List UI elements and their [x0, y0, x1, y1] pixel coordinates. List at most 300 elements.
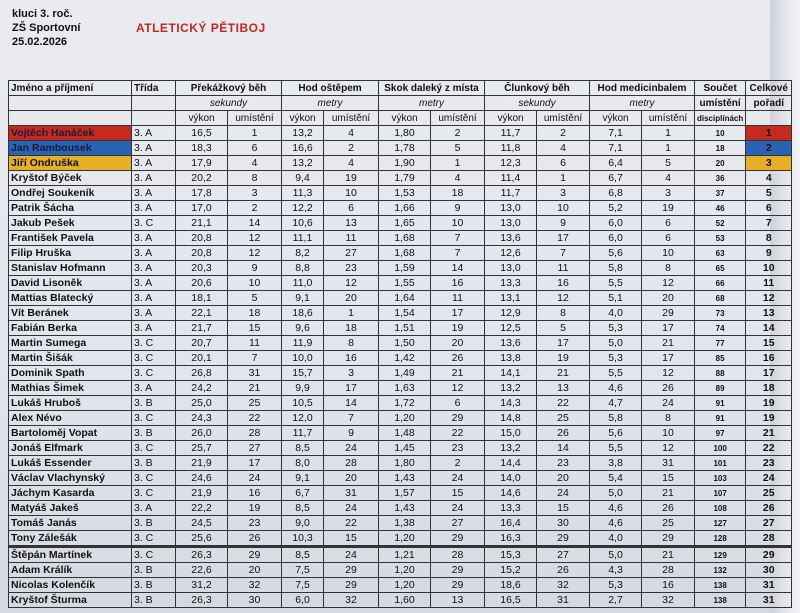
- col-javelin: Hod oštěpem: [282, 81, 379, 96]
- table-row: [9, 306, 792, 321]
- cell-l: 1,20: [379, 578, 431, 593]
- table-row: [9, 471, 792, 486]
- cell-h: 20,7: [176, 336, 228, 351]
- cell-l: 1,20: [379, 563, 431, 578]
- cell-sum: 138: [695, 593, 746, 608]
- cell-sum: 46: [695, 201, 746, 216]
- cell-name: Jáchym Kasarda: [9, 486, 132, 501]
- cell-rank: 25: [746, 486, 792, 501]
- cell-rank: 15: [746, 336, 792, 351]
- cell-rank: 22: [746, 441, 792, 456]
- cell-lp: 12: [431, 381, 485, 396]
- col-medball: Hod medicinbalem: [590, 81, 695, 96]
- cell-hp: 7: [228, 351, 282, 366]
- cell-rank: 12: [746, 291, 792, 306]
- cell-jp: 6: [324, 201, 379, 216]
- cell-h: 26,3: [176, 547, 228, 563]
- cell-l: 1,20: [379, 531, 431, 547]
- cell-m: 4,3: [590, 563, 642, 578]
- cell-cls: 3. A: [132, 126, 176, 141]
- cell-jp: 15: [324, 531, 379, 547]
- cell-jp: 32: [324, 593, 379, 608]
- cell-l: 1,68: [379, 246, 431, 261]
- cell-sum: 100: [695, 441, 746, 456]
- cell-rank: 28: [746, 531, 792, 547]
- cell-mp: 17: [642, 351, 695, 366]
- cell-hp: 3: [228, 186, 282, 201]
- cell-sp: 11: [537, 261, 590, 276]
- cell-cls: 3. C: [132, 336, 176, 351]
- cell-s: 15,3: [485, 547, 537, 563]
- cell-sum: 128: [695, 531, 746, 547]
- cell-sum: 103: [695, 471, 746, 486]
- cell-j: 8,5: [282, 501, 324, 516]
- cell-j: 9,1: [282, 291, 324, 306]
- cell-lp: 10: [431, 216, 485, 231]
- cell-name: Vít Beránek: [9, 306, 132, 321]
- cell-rank: 4: [746, 171, 792, 186]
- perf-label: výkon: [282, 111, 324, 126]
- cell-s: 14,4: [485, 456, 537, 471]
- cell-m: 5,8: [590, 411, 642, 426]
- cell-hp: 20: [228, 563, 282, 578]
- cell-lp: 24: [431, 471, 485, 486]
- cell-name: František Pavela: [9, 231, 132, 246]
- cell-sum: 107: [695, 486, 746, 501]
- cell-lp: 29: [431, 531, 485, 547]
- page-title: ATLETICKÝ PĚTIBOJ: [136, 21, 266, 35]
- cell-s: 13,3: [485, 276, 537, 291]
- cell-cls: 3. A: [132, 141, 176, 156]
- table-row: [9, 593, 792, 608]
- cell-sum: 89: [695, 381, 746, 396]
- cell-jp: 10: [324, 186, 379, 201]
- cell-sp: 22: [537, 396, 590, 411]
- header-info: [12, 7, 80, 49]
- cell-m: 5,0: [590, 336, 642, 351]
- cell-j: 9,9: [282, 381, 324, 396]
- cell-h: 24,6: [176, 471, 228, 486]
- cell-name: Martin Šišák: [9, 351, 132, 366]
- cell-lp: 17: [431, 306, 485, 321]
- cell-cls: 3. A: [132, 186, 176, 201]
- cell-l: 1,90: [379, 156, 431, 171]
- cell-j: 8,2: [282, 246, 324, 261]
- cell-lp: 27: [431, 516, 485, 531]
- category-label: kluci 3. roč.: [12, 8, 73, 20]
- units-row: [9, 96, 792, 111]
- cell-name: Mattias Blatecký: [9, 291, 132, 306]
- cell-mp: 5: [642, 156, 695, 171]
- cell-cls: 3. A: [132, 321, 176, 336]
- cell-j: 6,0: [282, 593, 324, 608]
- cell-jp: 12: [324, 276, 379, 291]
- cell-sp: 12: [537, 291, 590, 306]
- cell-jp: 16: [324, 351, 379, 366]
- cell-h: 17,0: [176, 201, 228, 216]
- cell-m: 4,6: [590, 501, 642, 516]
- cell-sp: 29: [537, 531, 590, 547]
- table-row: [9, 578, 792, 593]
- cell-jp: 24: [324, 501, 379, 516]
- cell-mp: 21: [642, 336, 695, 351]
- cell-jp: 29: [324, 563, 379, 578]
- table-row: [9, 366, 792, 381]
- place-label: umístění: [537, 111, 590, 126]
- cell-hp: 18: [228, 306, 282, 321]
- cell-rank: 16: [746, 351, 792, 366]
- cell-h: 24,5: [176, 516, 228, 531]
- cell-h: 21,9: [176, 456, 228, 471]
- cell-j: 11,0: [282, 276, 324, 291]
- cell-name: Tony Zálešák: [9, 531, 132, 547]
- cell-s: 11,7: [485, 126, 537, 141]
- cell-l: 1,64: [379, 291, 431, 306]
- cell-j: 9,6: [282, 321, 324, 336]
- cell-hp: 9: [228, 261, 282, 276]
- cell-mp: 19: [642, 201, 695, 216]
- cell-m: 6,7: [590, 171, 642, 186]
- cell-jp: 17: [324, 381, 379, 396]
- cell-rank: 14: [746, 321, 792, 336]
- cell-cls: 3. B: [132, 516, 176, 531]
- table-row: [9, 531, 792, 547]
- cell-s: 13,0: [485, 201, 537, 216]
- cell-s: 16,5: [485, 593, 537, 608]
- cell-sp: 4: [537, 141, 590, 156]
- cell-jp: 14: [324, 396, 379, 411]
- cell-name: Lukáš Hruboš: [9, 396, 132, 411]
- cell-l: 1,50: [379, 336, 431, 351]
- table-row: [9, 276, 792, 291]
- cell-name: Dominik Spath: [9, 366, 132, 381]
- cell-s: 13,8: [485, 351, 537, 366]
- cell-sum: 138: [695, 578, 746, 593]
- cell-sum: 127: [695, 516, 746, 531]
- unit-longjump: metry: [379, 96, 485, 111]
- cell-s: 13,1: [485, 291, 537, 306]
- cell-mp: 21: [642, 486, 695, 501]
- cell-h: 25,7: [176, 441, 228, 456]
- cell-mp: 24: [642, 396, 695, 411]
- cell-name: Jan Rambousek: [9, 141, 132, 156]
- cell-name: Lukáš Essender: [9, 456, 132, 471]
- cell-l: 1,59: [379, 261, 431, 276]
- cell-hp: 5: [228, 291, 282, 306]
- cell-m: 5,1: [590, 291, 642, 306]
- cell-h: 24,3: [176, 411, 228, 426]
- cell-sum: 97: [695, 426, 746, 441]
- table-row: [9, 516, 792, 531]
- cell-name: Ondřej Soukeník: [9, 186, 132, 201]
- cell-cls: 3. A: [132, 201, 176, 216]
- cell-sum: 68: [695, 291, 746, 306]
- cell-h: 24,2: [176, 381, 228, 396]
- cell-h: 21,1: [176, 216, 228, 231]
- cell-l: 1,57: [379, 486, 431, 501]
- cell-h: 17,9: [176, 156, 228, 171]
- col-sum-3: disciplínách: [695, 111, 746, 126]
- cell-j: 13,2: [282, 156, 324, 171]
- cell-sp: 8: [537, 306, 590, 321]
- cell-s: 13,2: [485, 441, 537, 456]
- cell-sp: 23: [537, 456, 590, 471]
- cell-lp: 29: [431, 578, 485, 593]
- cell-s: 13,6: [485, 336, 537, 351]
- table-row: [9, 501, 792, 516]
- cell-m: 7,1: [590, 126, 642, 141]
- cell-mp: 26: [642, 381, 695, 396]
- col-name: Jméno a příjmení: [9, 81, 132, 96]
- cell-m: 4,0: [590, 306, 642, 321]
- cell-sp: 19: [537, 351, 590, 366]
- cell-cls: 3. B: [132, 426, 176, 441]
- cell-name: Bartoloměj Vopat: [9, 426, 132, 441]
- cell-m: 5,3: [590, 578, 642, 593]
- cell-rank: 11: [746, 276, 792, 291]
- cell-rank: 7: [746, 216, 792, 231]
- cell-sum: 77: [695, 336, 746, 351]
- cell-hp: 17: [228, 456, 282, 471]
- cell-jp: 27: [324, 246, 379, 261]
- cell-jp: 4: [324, 156, 379, 171]
- cell-h: 16,5: [176, 126, 228, 141]
- cell-m: 5,5: [590, 441, 642, 456]
- cell-l: 1,43: [379, 501, 431, 516]
- cell-mp: 10: [642, 246, 695, 261]
- cell-h: 18,1: [176, 291, 228, 306]
- cell-s: 13,0: [485, 261, 537, 276]
- cell-m: 5,0: [590, 486, 642, 501]
- school-label: ZŠ Sportovní: [12, 22, 81, 34]
- cell-l: 1,21: [379, 547, 431, 563]
- cell-name: Stanislav Hofmann: [9, 261, 132, 276]
- cell-rank: 19: [746, 396, 792, 411]
- cell-j: 7,5: [282, 578, 324, 593]
- cell-cls: 3. B: [132, 396, 176, 411]
- cell-m: 5,5: [590, 366, 642, 381]
- cell-sp: 2: [537, 126, 590, 141]
- cell-hp: 21: [228, 381, 282, 396]
- cell-m: 5,5: [590, 276, 642, 291]
- cell-name: Mathias Šimek: [9, 381, 132, 396]
- cell-mp: 29: [642, 306, 695, 321]
- cell-m: 5,6: [590, 426, 642, 441]
- cell-h: 25,0: [176, 396, 228, 411]
- unit-javelin: metry: [282, 96, 379, 111]
- cell-lp: 26: [431, 351, 485, 366]
- cell-lp: 7: [431, 246, 485, 261]
- cell-hp: 22: [228, 411, 282, 426]
- cell-name: Václav Vlachynský: [9, 471, 132, 486]
- cell-lp: 13: [431, 593, 485, 608]
- cell-sum: 91: [695, 411, 746, 426]
- cell-hp: 8: [228, 171, 282, 186]
- cell-sum: 36: [695, 171, 746, 186]
- perf-label: výkon: [485, 111, 537, 126]
- cell-cls: 3. B: [132, 593, 176, 608]
- cell-lp: 5: [431, 141, 485, 156]
- cell-cls: 3. A: [132, 261, 176, 276]
- cell-j: 11,7: [282, 426, 324, 441]
- cell-l: 1,42: [379, 351, 431, 366]
- cell-sp: 25: [537, 411, 590, 426]
- cell-jp: 28: [324, 456, 379, 471]
- cell-lp: 11: [431, 291, 485, 306]
- cell-m: 6,0: [590, 216, 642, 231]
- cell-sp: 17: [537, 336, 590, 351]
- cell-s: 11,4: [485, 171, 537, 186]
- date-label: 25.02.2026: [12, 36, 68, 48]
- table-row: [9, 291, 792, 306]
- cell-sp: 17: [537, 231, 590, 246]
- cell-l: 1,72: [379, 396, 431, 411]
- cell-mp: 20: [642, 291, 695, 306]
- subheader-row: [9, 111, 792, 126]
- cell-sp: 31: [537, 593, 590, 608]
- cell-rank: 18: [746, 381, 792, 396]
- cell-jp: 23: [324, 261, 379, 276]
- cell-jp: 19: [324, 171, 379, 186]
- cell-lp: 24: [431, 501, 485, 516]
- cell-l: 1,53: [379, 186, 431, 201]
- cell-s: 13,0: [485, 216, 537, 231]
- cell-sp: 15: [537, 501, 590, 516]
- cell-rank: 8: [746, 231, 792, 246]
- cell-jp: 13: [324, 216, 379, 231]
- table-row: [9, 171, 792, 186]
- cell-l: 1,68: [379, 231, 431, 246]
- cell-jp: 9: [324, 426, 379, 441]
- cell-sum: 66: [695, 276, 746, 291]
- cell-h: 20,2: [176, 171, 228, 186]
- cell-sum: 129: [695, 547, 746, 563]
- cell-sum: 91: [695, 396, 746, 411]
- cell-cls: 3. B: [132, 578, 176, 593]
- cell-l: 1,78: [379, 141, 431, 156]
- cell-hp: 12: [228, 246, 282, 261]
- cell-s: 13,3: [485, 501, 537, 516]
- cell-hp: 15: [228, 321, 282, 336]
- cell-mp: 4: [642, 171, 695, 186]
- cell-s: 13,6: [485, 231, 537, 246]
- cell-j: 16,6: [282, 141, 324, 156]
- col-sum: Součet: [695, 81, 746, 96]
- cell-sp: 27: [537, 547, 590, 563]
- cell-h: 20,3: [176, 261, 228, 276]
- cell-sp: 7: [537, 246, 590, 261]
- cell-hp: 25: [228, 396, 282, 411]
- cell-sp: 13: [537, 381, 590, 396]
- cell-cls: 3. A: [132, 246, 176, 261]
- cell-s: 12,5: [485, 321, 537, 336]
- cell-lp: 21: [431, 366, 485, 381]
- cell-hp: 4: [228, 156, 282, 171]
- place-label: umístění: [642, 111, 695, 126]
- cell-cls: 3. A: [132, 171, 176, 186]
- cell-s: 14,6: [485, 486, 537, 501]
- cell-h: 18,3: [176, 141, 228, 156]
- cell-cls: 3. C: [132, 471, 176, 486]
- table-row: [9, 381, 792, 396]
- cell-j: 10,3: [282, 531, 324, 547]
- cell-mp: 1: [642, 141, 695, 156]
- cell-sum: 63: [695, 246, 746, 261]
- cell-rank: 5: [746, 186, 792, 201]
- cell-sp: 1: [537, 171, 590, 186]
- table-row: [9, 186, 792, 201]
- perf-label: výkon: [379, 111, 431, 126]
- perf-label: výkon: [590, 111, 642, 126]
- cell-name: Patrik Šácha: [9, 201, 132, 216]
- cell-cls: 3. A: [132, 156, 176, 171]
- cell-j: 13,2: [282, 126, 324, 141]
- cell-l: 1,48: [379, 426, 431, 441]
- cell-s: 14,0: [485, 471, 537, 486]
- table-row: [9, 351, 792, 366]
- cell-cls: 3. A: [132, 381, 176, 396]
- cell-s: 12,6: [485, 246, 537, 261]
- cell-s: 11,7: [485, 186, 537, 201]
- cell-mp: 3: [642, 186, 695, 201]
- cell-rank: 21: [746, 426, 792, 441]
- table-row: [9, 156, 792, 171]
- header-row: [9, 81, 792, 96]
- cell-name: Jonáš Elfmark: [9, 441, 132, 456]
- table-row: [9, 547, 792, 563]
- cell-rank: 9: [746, 246, 792, 261]
- cell-rank: 31: [746, 578, 792, 593]
- cell-j: 10,6: [282, 216, 324, 231]
- cell-hp: 1: [228, 126, 282, 141]
- table-row: [9, 231, 792, 246]
- cell-hp: 11: [228, 336, 282, 351]
- cell-lp: 18: [431, 186, 485, 201]
- cell-rank: 23: [746, 456, 792, 471]
- cell-s: 15,2: [485, 563, 537, 578]
- cell-h: 26,0: [176, 426, 228, 441]
- cell-s: 13,2: [485, 381, 537, 396]
- table-row: [9, 216, 792, 231]
- cell-h: 20,8: [176, 231, 228, 246]
- cell-h: 20,8: [176, 246, 228, 261]
- cell-mp: 1: [642, 126, 695, 141]
- cell-m: 5,3: [590, 321, 642, 336]
- cell-j: 18,6: [282, 306, 324, 321]
- cell-l: 1,80: [379, 456, 431, 471]
- table-row: [9, 336, 792, 351]
- cell-s: 16,3: [485, 531, 537, 547]
- cell-sum: 65: [695, 261, 746, 276]
- cell-lp: 28: [431, 547, 485, 563]
- col-shuttle: Člunkový běh: [485, 81, 590, 96]
- cell-s: 16,4: [485, 516, 537, 531]
- cell-sum: 52: [695, 216, 746, 231]
- cell-sum: 20: [695, 156, 746, 171]
- col-longjump: Skok daleký z místa: [379, 81, 485, 96]
- unit-medball: metry: [590, 96, 695, 111]
- cell-sum: 73: [695, 306, 746, 321]
- cell-mp: 8: [642, 261, 695, 276]
- cell-sp: 14: [537, 441, 590, 456]
- cell-j: 9,4: [282, 171, 324, 186]
- cell-cls: 3. A: [132, 501, 176, 516]
- place-label: umístění: [324, 111, 379, 126]
- cell-s: 15,0: [485, 426, 537, 441]
- cell-m: 5,8: [590, 261, 642, 276]
- cell-hp: 19: [228, 501, 282, 516]
- cell-l: 1,60: [379, 593, 431, 608]
